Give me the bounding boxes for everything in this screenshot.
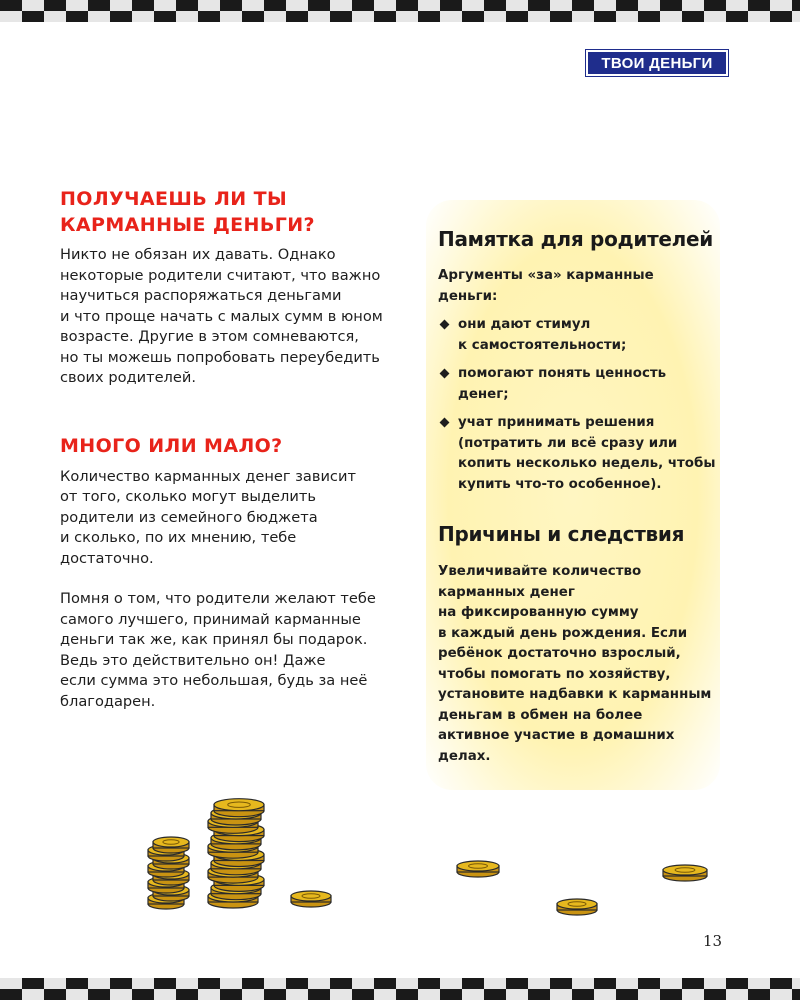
text-line: Помня о том, что родители желают тебе (60, 590, 376, 607)
sidebar-intro (438, 266, 718, 307)
list-item (438, 364, 718, 405)
coin (291, 891, 331, 907)
text-line: копить несколько недель, чтобы (458, 456, 716, 471)
text-line: карманных денег (438, 584, 575, 600)
text-line: Аргументы «за» карманные (438, 268, 654, 283)
list-item (438, 413, 718, 495)
text-line: учат принимать решения (458, 415, 655, 430)
text-line: помогают понять ценность (458, 366, 667, 381)
main-column (60, 186, 400, 712)
text-line: но ты можешь попробовать переубедить (60, 348, 380, 366)
text-line: и сколько, по их мнению, тебе (60, 529, 297, 546)
text-line: деньги так же, как принял бы подарок. (60, 631, 368, 648)
text-line: они дают стимул (458, 317, 591, 332)
bottom-checker-border (0, 978, 800, 1000)
text-line: на фиксированную сумму (438, 605, 639, 620)
text-line: установите надбавки к карманным (438, 687, 712, 702)
text-line: родители из семейного бюджета (60, 508, 318, 526)
paragraph (60, 589, 400, 712)
coin (153, 837, 189, 853)
text-line: Ведь это действительно он! Даже (60, 651, 326, 669)
text-line: и что проще начать с малых сумм в юном (60, 307, 383, 325)
text-line: достаточно. (60, 549, 154, 567)
text-line: деньгам в обмен на более (438, 707, 643, 723)
text-line: Количество карманных денег зависит (60, 467, 356, 485)
diamond-bullet-icon (440, 418, 450, 428)
parent-tips-sidebar (426, 200, 720, 790)
text-line: Увеличивайте количество (438, 564, 642, 579)
text-line: (потратить ли всё сразу или (458, 435, 678, 451)
sidebar-heading-parents: Памятка для родителей (438, 227, 713, 251)
text-line: купить что-то особенное). (458, 476, 662, 492)
gold-coins-illustration (0, 770, 800, 930)
text-line: благодарен. (60, 692, 156, 710)
text-line: делах. (438, 748, 491, 764)
sidebar-heading-consequences: Причины и следствия (438, 522, 685, 546)
text-line: чтобы помогать по хозяйству, (438, 666, 671, 682)
coin (557, 899, 597, 915)
text-line: возрасте. Другие в этом сомневаются, (60, 328, 359, 345)
text-line: от того, сколько могут выделить (60, 488, 316, 505)
section-pocket-money (60, 186, 400, 389)
heading-line: КАРМАННЫЕ ДЕНЬГИ? (60, 214, 315, 236)
text-line: ребёнок достаточно взрослый, (438, 646, 681, 661)
section-heading-pocket-money (60, 186, 400, 238)
section-heading-amount: МНОГО ИЛИ МАЛО? (60, 434, 283, 457)
top-checker-border (0, 0, 800, 22)
page-number: 13 (703, 932, 723, 950)
diamond-bullet-icon (440, 369, 450, 379)
text-line: в каждый день рождения. Если (438, 625, 688, 641)
text-line: некоторые родители считают, что важно (60, 266, 381, 284)
text-line: самого лучшего, принимай карманные (60, 610, 361, 628)
text-line: научиться распоряжаться деньгами (60, 287, 342, 304)
paragraph (60, 467, 400, 570)
sidebar-advice (438, 562, 718, 767)
text-line: деньги: (438, 288, 498, 304)
text-line: Никто не обязан их давать. Однако (60, 246, 336, 263)
section-tag: ТВОИ ДЕНЬГИ (586, 50, 728, 76)
paragraph (60, 245, 400, 389)
text-line: денег; (458, 386, 509, 402)
section-amount (60, 433, 400, 713)
text-line: своих родителей. (60, 369, 196, 386)
coin (214, 799, 264, 817)
coin (457, 861, 499, 877)
text-line: активное участие в домашних (438, 728, 675, 743)
heading-line: ПОЛУЧАЕШЬ ЛИ ТЫ (60, 188, 288, 210)
list-item (438, 315, 718, 356)
text-line: если сумма это небольшая, будь за неё (60, 672, 368, 689)
diamond-bullet-icon (440, 320, 450, 330)
arguments-list (438, 315, 718, 495)
sidebar-content (438, 226, 718, 767)
coin (663, 865, 707, 881)
text-line: к самостоятельности; (458, 337, 627, 353)
